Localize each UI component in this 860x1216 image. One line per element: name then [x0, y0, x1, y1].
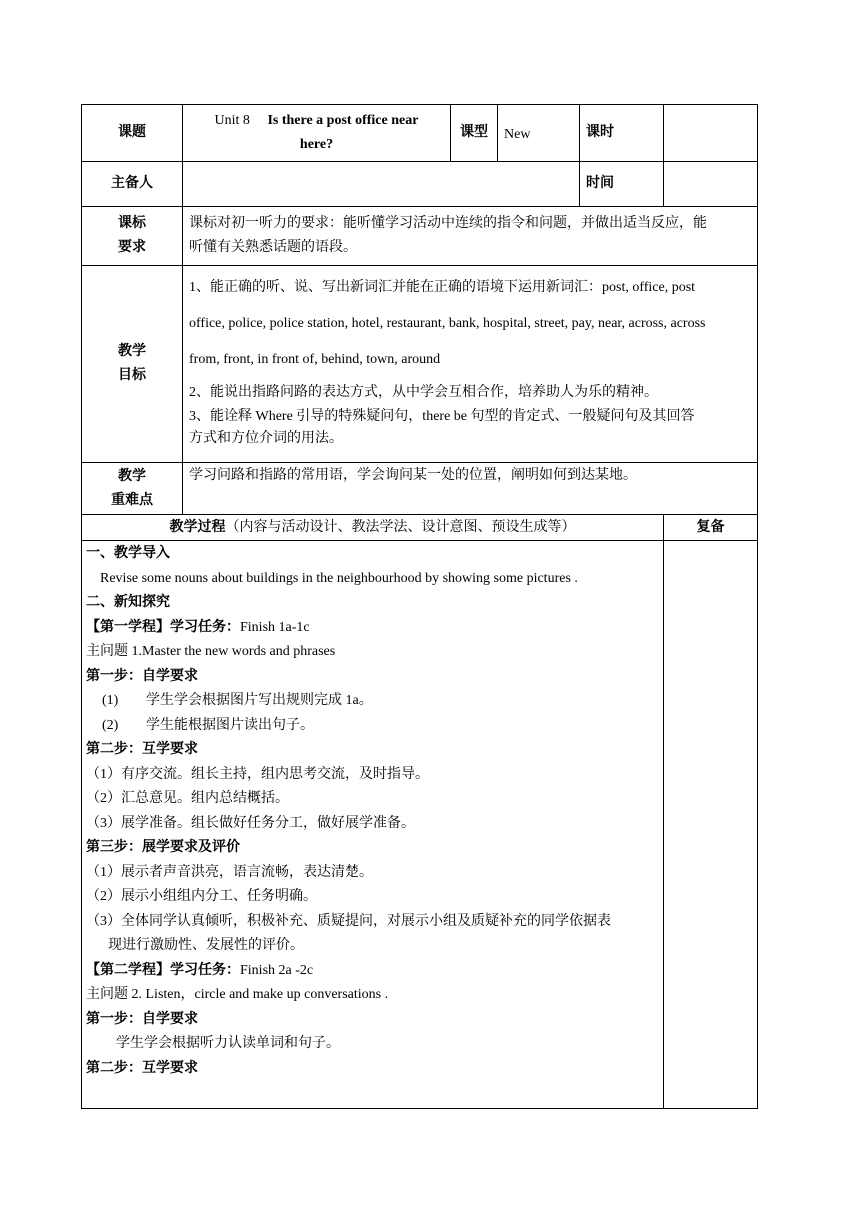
stage-1-step-2-item-1: （1）有序交流。组长主持，组内思考交流，及时指导。: [86, 766, 429, 782]
stage-2-step-2-title: 第二步：互学要求: [86, 1060, 198, 1076]
process-header-row: [82, 515, 758, 541]
standard-label: [82, 207, 183, 266]
goals-label-line1: 教学: [118, 344, 146, 359]
period-label: 课时: [580, 105, 664, 162]
lesson-plan-table: [81, 104, 758, 1109]
goal-3-line1: 3、能诠释 Where 引导的特殊疑问句，there be 句型的肯定式、一般疑问句及其回答: [189, 409, 695, 424]
stage-1-task-value: Finish 1a-1c: [240, 619, 310, 635]
standard-row: [82, 207, 758, 266]
main-question-1: 主问题 1.Master the new words and phrases: [86, 644, 336, 659]
keypoints-label-line2: 重难点: [111, 492, 153, 508]
section-2-title: 二、新知探究: [86, 595, 170, 610]
period-value: [664, 105, 758, 162]
stage-1-step-1-item-1: [86, 689, 659, 714]
keypoints-label: [82, 463, 183, 515]
stage-1-step-1-item-2: [86, 714, 659, 739]
preparer-value: [183, 162, 580, 207]
item-text: 学生能根据图片读出句子。: [146, 717, 314, 733]
section-1-title: 一、教学导入: [86, 546, 170, 561]
standard-text-line2: 听懂有关熟悉话题的语段。: [189, 240, 357, 255]
stage-1-step-3-item-1: （1）展示者声音洪亮，语言流畅，表达清楚。: [86, 864, 373, 880]
stage-1-task: [86, 616, 659, 641]
goal-1-line1: 1、能正确的听、说、写出新词汇并能在正确的语境下运用新词汇：post, office, post: [189, 280, 696, 295]
topic-unit: Unit 8: [214, 113, 250, 128]
section-1-text: Revise some nouns about buildings in the neighbourhood by showing some pictures .: [100, 570, 578, 586]
stage-2-task-value: Finish 2a -2c: [240, 962, 314, 978]
type-value: New: [498, 105, 580, 162]
goal-2: 2、能说出指路问路的表达方式，从中学会互相合作，培养助人为乐的精神。: [189, 385, 658, 400]
stage-1-step-1-title: 第一步：自学要求: [86, 668, 198, 684]
process-header-rest: （内容与活动设计、教法学法、设计意图、预设生成等）: [225, 519, 576, 535]
stage-2-step-1-title: 第一步：自学要求: [86, 1011, 198, 1027]
item-number: (1): [102, 693, 119, 708]
review-label: 复备: [664, 515, 758, 541]
goals-label: [82, 266, 183, 463]
stage-1-step-2-item-2: （2）汇总意见。组内总结概括。: [86, 791, 289, 806]
process-content: [82, 541, 664, 1109]
topic-title-line2: here?: [299, 137, 334, 152]
topic-row: [82, 105, 758, 162]
stage-1-step-3-item-3-line1: （3）全体同学认真倾听，积极补充、质疑提问，对展示小组及质疑补充的同学依据表: [86, 913, 611, 929]
process-content-row: [82, 541, 758, 1109]
review-column: [664, 541, 758, 1109]
time-value: [664, 162, 758, 207]
item-number: (2): [102, 717, 119, 733]
time-label: 时间: [580, 162, 664, 207]
stage-2-task-label: 【第二学程】学习任务：: [86, 962, 240, 978]
stage-2-step-1-text: 学生学会根据听力认读单词和句子。: [116, 1036, 340, 1051]
standard-text-line1: 课标对初一听力的要求：能听懂学习活动中连续的指令和问题，并做出适当反应，能: [189, 215, 707, 231]
stage-1-step-2-item-3: （3）展学准备。组长做好任务分工，做好展学准备。: [86, 815, 415, 831]
goal-3-line2: 方式和方位介词的用法。: [189, 431, 343, 446]
standard-label-line2: 要求: [118, 240, 146, 255]
keypoints-label-line1: 教学: [118, 468, 146, 484]
topic-label: 课题: [82, 105, 183, 162]
goal-1-line3: from, front, in front of, behind, town, around: [189, 352, 441, 367]
goals-label-line2: 目标: [118, 368, 146, 383]
stage-1-task-label: 【第一学程】学习任务：: [86, 619, 240, 635]
stage-2-task: [86, 959, 659, 984]
process-header: [82, 515, 664, 541]
main-question-2: 主问题 2. Listen，circle and make up conversations .: [86, 987, 389, 1002]
stage-1-step-3-item-3-line2: 现进行激励性、发展性的评价。: [108, 938, 304, 953]
process-header-bold: 教学过程: [169, 519, 226, 535]
keypoints-text: 学习问路和指路的常用语，学会询问某一处的位置，阐明如何到达某地。: [183, 463, 758, 515]
type-label: 课型: [451, 105, 498, 162]
stage-1-step-2-title: 第二步：互学要求: [86, 742, 198, 757]
stage-1-step-3-item-2: （2）展示小组组内分工、任务明确。: [86, 889, 317, 904]
goals-row: [82, 266, 758, 463]
preparer-label: 主备人: [82, 162, 183, 207]
standard-label-line1: 课标: [118, 216, 146, 231]
topic-title-line1: Is there a post office near: [267, 113, 419, 128]
goals-text: [183, 266, 758, 463]
stage-1-step-3-title: 第三步：展学要求及评价: [86, 840, 240, 855]
standard-text: [183, 207, 758, 266]
preparer-row: [82, 162, 758, 207]
goal-1-line2: office, police, police station, hotel, restaurant, bank, hospital, street, pay, near, across, across: [189, 316, 706, 331]
item-text: 学生学会根据图片写出规则完成 1a。: [146, 693, 373, 708]
topic-title-cell: [183, 105, 451, 162]
keypoints-row: [82, 463, 758, 515]
